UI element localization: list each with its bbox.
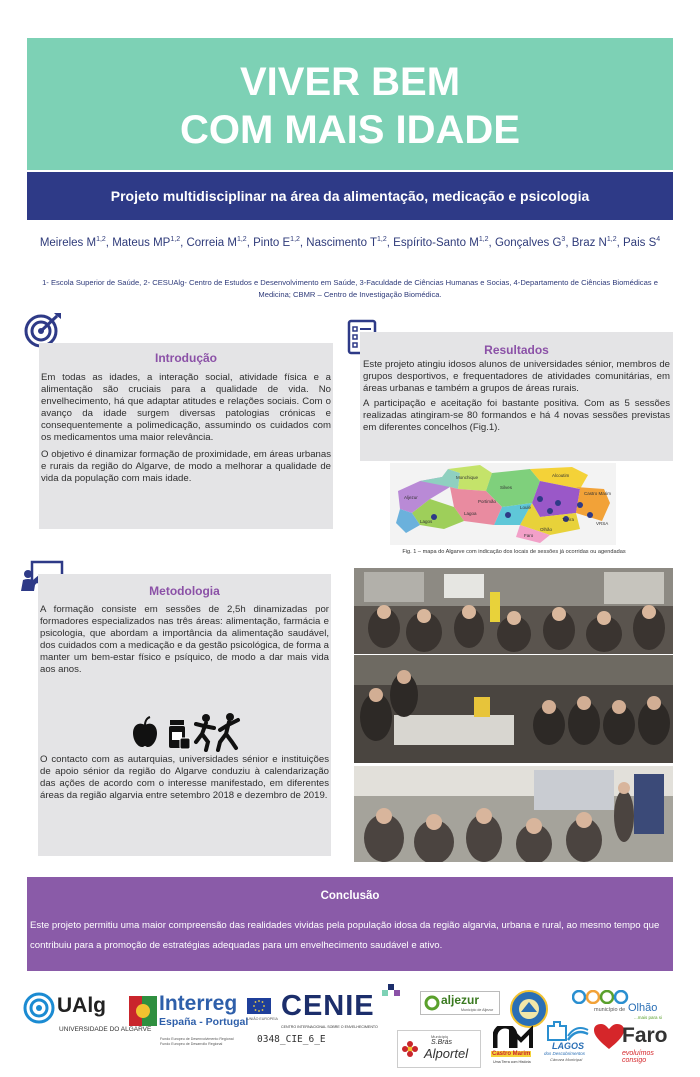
aljezur-logo bbox=[420, 991, 500, 1015]
exercise-icon bbox=[192, 712, 242, 752]
author-name: Espírito-Santo M bbox=[393, 236, 479, 249]
map-label-portimao: Portimão bbox=[478, 499, 497, 504]
aljezur-logo-subtext: Município de Aljezur bbox=[461, 1008, 494, 1012]
author-name: Pais S bbox=[623, 236, 657, 249]
author-name: Braz N bbox=[571, 236, 607, 249]
author-affiliation-marker: 1,2 bbox=[170, 236, 181, 243]
map-label-castro-marim: Castro Marim bbox=[584, 491, 612, 496]
author-name: Gonçalves G bbox=[494, 236, 562, 249]
lagos-logo bbox=[542, 1020, 594, 1068]
author-separator: , bbox=[386, 236, 394, 249]
author-name: Mateus MP bbox=[112, 236, 171, 249]
author-separator: , bbox=[565, 236, 572, 249]
methods-paragraph-2: O contacto com as autarquias, universidades sénior e instituições de apoio sénior da região do Algarve conduziu à calendarização das ações de acordo com o interesse manifestado, em diferentes áreas da região algarvia entre setembro 2018 e dezembro de 2019. bbox=[40, 754, 329, 802]
intro-title: Introdução bbox=[155, 351, 217, 365]
faro-logo bbox=[594, 1022, 674, 1070]
author-name: Pinto E bbox=[253, 236, 291, 249]
map-label-loule: Loulé bbox=[520, 505, 532, 510]
intro-paragraph-1: Em todas as idades, a interação social, atividade física e a alimentação são cruciais para a qualidade de vida. No envelhecimento, há que adaptar atitudes e relações sociais. Com o avanço da idade surgem diversas patologias crónicas e consequentemente a polimedicação, assumindo os cuidados com os medicamentos uma maior relevância. bbox=[41, 372, 331, 444]
author-affiliation-marker: 1,2 bbox=[377, 236, 387, 243]
sbras-logo-name: S.Brás bbox=[431, 1039, 453, 1046]
session-photo-2 bbox=[354, 655, 673, 763]
cenie-logo-text: CENIE bbox=[281, 990, 375, 1022]
author-separator: , bbox=[105, 236, 113, 249]
project-code: 0348_CIE_6_E bbox=[257, 1034, 326, 1045]
map-label-aljezur: Aljezur bbox=[404, 495, 418, 500]
olhao-logo-tagline: ...mais para si bbox=[634, 1015, 663, 1020]
methods-paragraph-1: A formação consiste em sessões de 2,5h dinamizadas por formadores especializados nas três áreas: alimentação, farmácia e psicologia, que abordam a importância da alimentação saudável, dos cuidados com a medicação e da gestão psicológica, de forma a manter um bem-estar físico e psíquico, de modo a dar mais vida aos anos. bbox=[40, 604, 329, 676]
cenie-logo-subtext: CENTRO INTERNACIONAL SOBRE O ENVELHECIMENTO bbox=[281, 1025, 378, 1029]
interreg-logo-subtext: España - Portugal bbox=[159, 1016, 249, 1028]
author-separator: , bbox=[246, 236, 254, 249]
sbras-logo-prefix: Município bbox=[431, 1034, 449, 1039]
interreg-fund-text-2: Fundo Europeu de Desarrollo Regional bbox=[160, 1042, 223, 1046]
faro-logo-text: Faro bbox=[622, 1024, 668, 1047]
map-label-lagoa: Lagoa bbox=[464, 511, 477, 516]
map-label-lagos: Lagos bbox=[420, 519, 433, 524]
author-affiliation-marker: 1,2 bbox=[236, 236, 247, 243]
results-panel bbox=[360, 332, 673, 461]
intro-paragraph-2: O objetivo é dinamizar formação de proximidade, em áreas urbanas e rurais da região do Algarve, de modo a melhorar a qualidade de vida da população com mais idade. bbox=[41, 448, 331, 484]
castro-marim-logo-text: Castro Marim bbox=[492, 1051, 531, 1057]
poster-title-line2: COM MAIS IDADE bbox=[180, 108, 520, 152]
conclusion-title: Conclusão bbox=[320, 890, 380, 902]
affiliations: 1- Escola Superior de Saúde, 2- CESUAlg- Centro de Estudos e Desenvolvimento em Saúde, 3-Faculdade de Ciências Humanas e Socias, 4-Departamento de Ciências Biomédicas e Medicina; CBMR – Centro de Investigação Biomédica. bbox=[42, 278, 658, 299]
eu-logo-text: UNIÃO EUROPEIA bbox=[247, 1017, 278, 1021]
interreg-logo-text: Interreg bbox=[159, 992, 238, 1015]
conclusion-band bbox=[27, 877, 673, 971]
author-list bbox=[27, 231, 673, 252]
author-affiliation-marker: 1,2 bbox=[96, 236, 106, 243]
map-label-alcoutim: Alcoutim bbox=[552, 473, 570, 478]
author-separator: , bbox=[488, 236, 495, 249]
map-label-silves: Silves bbox=[500, 485, 513, 490]
author-affiliation-marker: 3 bbox=[561, 236, 566, 243]
olhao-logo bbox=[572, 990, 672, 1024]
cenie-logo bbox=[281, 984, 401, 1032]
map-label-monchique: Monchique bbox=[456, 475, 479, 480]
sbras-logo-text: Alportel bbox=[424, 1046, 469, 1061]
conclusion-text: Este projeto permitiu uma maior compreensão das realidades vividas pela população idosa da região algarvia, urbana e rural, ao mesmo tempo que contribuiu para a promoção de estratégias adequadas para um envelhecimento saudável e ativo. bbox=[30, 920, 660, 951]
map-caption: Fig. 1 – mapa do Algarve com indicação dos locais de sessões já ocorridas ou agendadas bbox=[402, 549, 626, 555]
olhao-logo-text: Olhão bbox=[628, 1002, 658, 1014]
map-label-faro: Faro bbox=[524, 533, 534, 538]
medicine-icon bbox=[168, 718, 192, 750]
results-paragraph-1: Este projeto atingiu idosos alunos de universidades sénior, membros de grupos desportivos, e frequentadores de atividades comunitárias, em áreas urbanas e também a grupos de áreas rurais. bbox=[363, 359, 670, 395]
map-label-vrsa: VRSA bbox=[596, 521, 609, 526]
intro-panel bbox=[39, 343, 333, 529]
results-title: Resultados bbox=[484, 343, 549, 357]
author-name: Correia M bbox=[186, 236, 237, 249]
sbras-alportel-logo bbox=[397, 1030, 481, 1068]
author-affiliation-marker: 1,2 bbox=[290, 236, 300, 243]
ualg-logo-text: UAlg bbox=[57, 994, 106, 1017]
session-photo-3 bbox=[354, 766, 673, 862]
poster-title-line1: VIVER BEM bbox=[239, 60, 461, 104]
author-affiliation-marker: 1,2 bbox=[478, 236, 489, 243]
session-photo-1 bbox=[354, 568, 673, 654]
map-label-tavira: Tavira bbox=[562, 517, 575, 522]
author-name: Meireles M bbox=[39, 236, 97, 249]
eu-flag-icon bbox=[247, 998, 271, 1014]
results-paragraph-2: A participação e aceitação foi bastante positiva. Com as 5 sessões realizadas atingiram-se 80 formandos e há 4 novas sessões previstas em diferentes concelhos (Fig.1). bbox=[363, 398, 670, 434]
methods-title: Metodologia bbox=[149, 584, 220, 598]
aljezur-logo-text: aljezur bbox=[441, 993, 480, 1007]
author-separator: , bbox=[616, 236, 623, 249]
lagos-logo-subtext: dos Descobrimentos bbox=[544, 1051, 586, 1056]
methods-panel bbox=[38, 574, 331, 856]
castro-marim-logo-subtext: Uma Terra com História bbox=[493, 1060, 531, 1064]
subtitle-band bbox=[27, 172, 673, 220]
author-affiliation-marker: 4 bbox=[656, 236, 661, 243]
author-affiliation-marker: 1,2 bbox=[606, 236, 617, 243]
apple-icon bbox=[132, 716, 158, 748]
interreg-fund-text-1: Fundo Europeu de Desenvolvimento Regional bbox=[160, 1037, 234, 1041]
olhao-logo-prefix: município de bbox=[594, 1007, 626, 1013]
title-band bbox=[27, 38, 673, 170]
map-label-olhao: Olhão bbox=[540, 527, 553, 532]
castro-marim-logo bbox=[489, 1026, 541, 1070]
author-separator: , bbox=[299, 236, 307, 249]
faro-logo-subtext: evoluímos consigo bbox=[622, 1050, 654, 1064]
author-name: Nascimento T bbox=[306, 236, 378, 249]
poster-subtitle: Projeto multidisciplinar na área da alimentação, medicação e psicologia bbox=[110, 188, 590, 204]
lagos-logo-smalltext: Câmara Municipal bbox=[550, 1057, 583, 1062]
lagos-logo-text: LAGOS bbox=[552, 1041, 585, 1051]
algarve-map bbox=[390, 463, 616, 545]
ualg-logo-subtext: UNIVERSIDADE DO ALGARVE bbox=[59, 1026, 152, 1033]
author-separator: , bbox=[180, 236, 187, 249]
